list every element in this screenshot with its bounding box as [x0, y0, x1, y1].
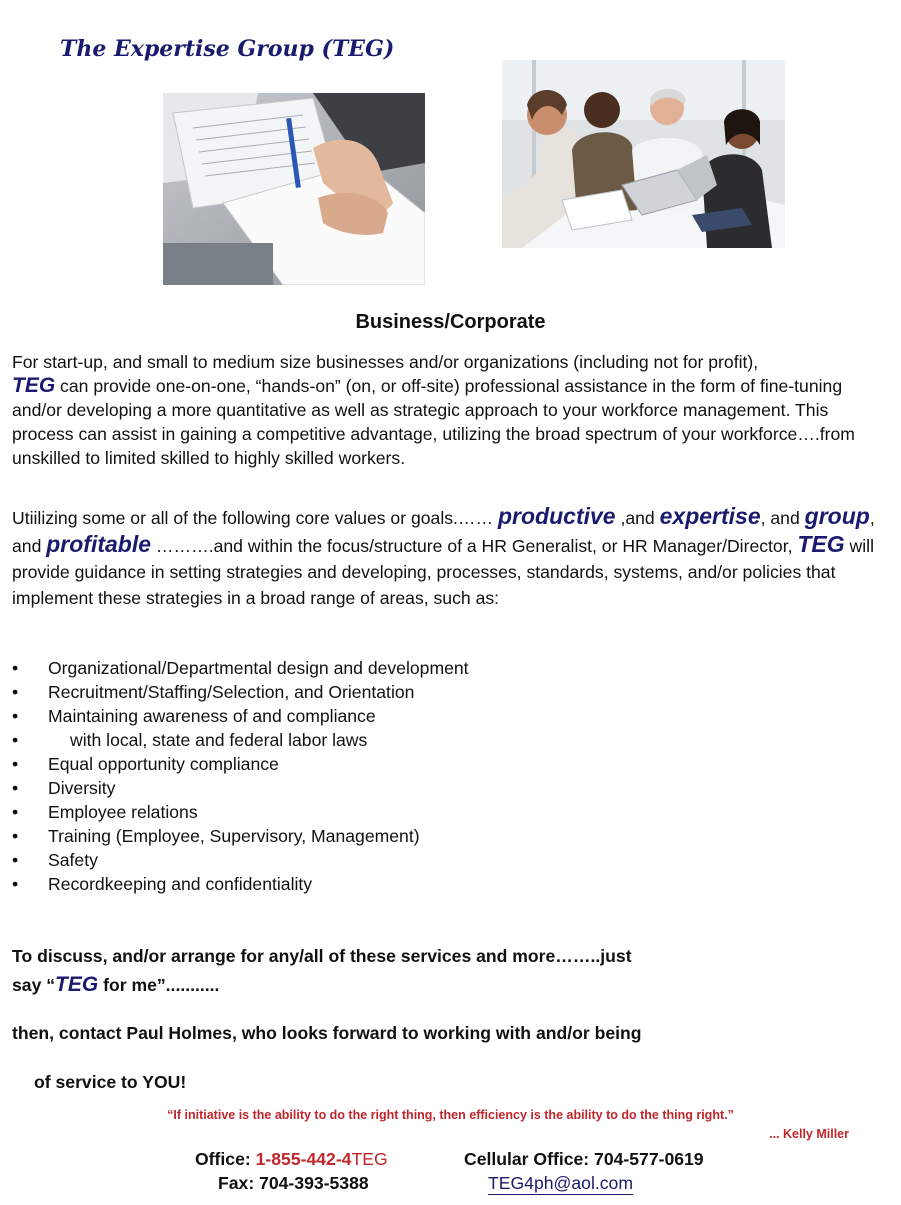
office-suffix: TEG [351, 1149, 388, 1169]
list-item [12, 704, 882, 728]
teg-keyword: TEG [12, 374, 56, 397]
email-address[interactable]: TEG4ph@aol.com [488, 1173, 633, 1193]
keyword-profitable: profitable [46, 531, 152, 557]
services-list [12, 656, 882, 896]
cta-say-close: for me”........... [98, 975, 220, 995]
intro-line1: For start-up, and small to medium size businesses and/or organizations (including not for profit), [12, 352, 759, 372]
values-text-5: ……….and within the focus/structure of a HR Generalist, or HR Manager/Director, [151, 536, 798, 556]
keyword-group: group [804, 503, 870, 529]
bullet-icon: • [12, 682, 19, 702]
service-label: Training (Employee, Supervisory, Management) [48, 826, 420, 846]
keyword-teg: TEG [797, 531, 845, 557]
values-text-3: , and [760, 508, 805, 528]
bullet-icon: • [12, 730, 19, 750]
core-values-paragraph [12, 503, 882, 611]
office-number: 1-855-442-4 [255, 1149, 352, 1169]
service-label: Recruitment/Staffing/Selection, and Orientation [48, 682, 415, 702]
cta-teg-keyword: TEG [55, 973, 99, 996]
service-label: Maintaining awareness of and compliance [48, 706, 376, 726]
list-item [12, 800, 882, 824]
values-text-6: will provide guidance in setting strategies and developing, processes, standards, systems, and/or policies that implement these strategies in a broad range of areas, such as: [12, 536, 874, 608]
list-item [12, 872, 882, 896]
service-label: Diversity [48, 778, 116, 798]
service-label: Employee relations [48, 802, 198, 822]
list-item [12, 752, 882, 776]
desk-paperwork-photo [163, 93, 425, 285]
intro-paragraph [12, 350, 882, 470]
list-item [12, 824, 882, 848]
values-text-2: ,and [615, 508, 660, 528]
bullet-icon: • [12, 802, 19, 822]
service-label: with local, state and federal labor laws [70, 730, 368, 750]
intro-text: can provide one-on-one, “hands-on” (on, or off-site) professional assistance in the form of fine-tuning and/or developing a more quantitative as well as strategic approach to your workforce management. This process can assist in gaining a competitive advantage, utilizing the broad spectrum of your workforce….from unskilled to limited skilled to highly skilled workers. [12, 376, 855, 468]
fax-number [218, 1171, 369, 1195]
service-label: Safety [48, 850, 98, 870]
quote-author: ... Kelly Miller [769, 1127, 849, 1141]
service-label: Equal opportunity compliance [48, 754, 279, 774]
list-item [12, 848, 882, 872]
email-link[interactable] [488, 1171, 633, 1195]
cell-number: 704-577-0619 [594, 1149, 704, 1169]
bullet-icon: • [12, 754, 19, 774]
cta-line3: then, contact Paul Holmes, who looks forward to working with and/or being [12, 1023, 642, 1043]
keyword-productive: productive [498, 503, 616, 529]
bullet-icon: • [12, 778, 19, 798]
values-text-4: , and [12, 508, 875, 556]
service-label: Recordkeeping and confidentiality [48, 874, 313, 894]
office-phone [195, 1147, 388, 1171]
list-item [12, 680, 882, 704]
service-label: Organizational/Departmental design and development [48, 658, 469, 678]
bullet-icon: • [12, 826, 19, 846]
cta-line1: To discuss, and/or arrange for any/all of these services and more……..just [12, 946, 632, 966]
office-label: Office: [195, 1149, 256, 1169]
business-meeting-photo [502, 60, 785, 248]
list-item [12, 776, 882, 800]
section-title: Business/Corporate [355, 311, 546, 333]
bullet-icon: • [12, 658, 19, 678]
quote-text: “If initiative is the ability to do the right thing, then efficiency is the ability to do the thing right.” [167, 1108, 734, 1122]
cta-line4: of service to YOU! [34, 1072, 187, 1092]
cell-phone [464, 1147, 704, 1171]
fax-label: Fax: [218, 1173, 260, 1193]
brand-title: The Expertise Group (TEG) [60, 36, 395, 62]
values-text-1: Utiilizing some or all of the following core values or goals.…… [12, 508, 498, 528]
fax-value: 704-393-5388 [259, 1173, 369, 1193]
bullet-icon: • [12, 874, 19, 894]
list-item [12, 728, 882, 752]
keyword-expertise: expertise [659, 503, 761, 529]
cell-label: Cellular Office: [464, 1149, 595, 1169]
cta-line2 [12, 970, 882, 1000]
bullet-icon: • [12, 850, 19, 870]
bullet-icon: • [12, 706, 19, 726]
cta-say-open: say “ [12, 975, 56, 995]
list-item [12, 656, 882, 680]
